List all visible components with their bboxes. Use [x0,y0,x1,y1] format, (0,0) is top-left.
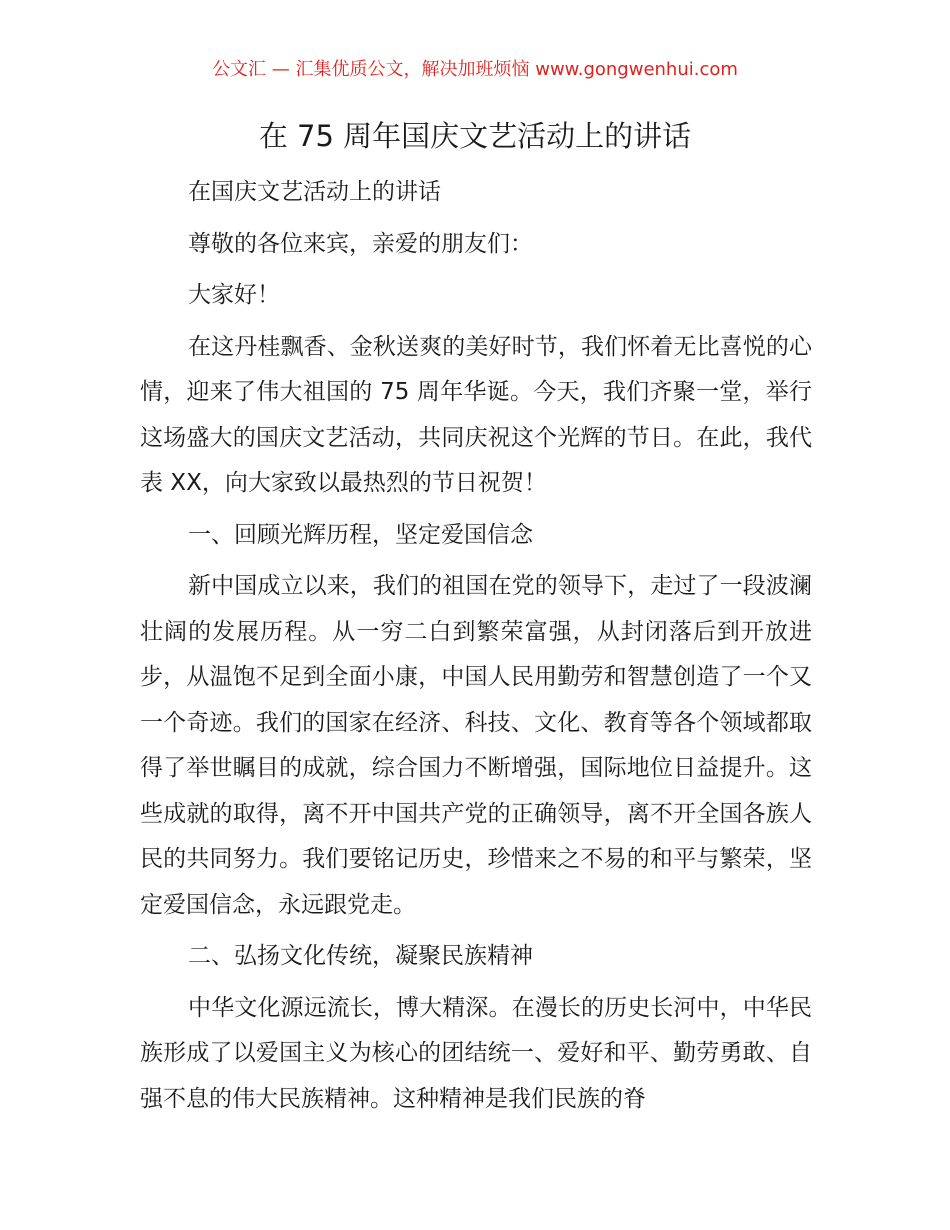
document-title: 在 75 周年国庆文艺活动上的讲话 [258,119,692,153]
site-banner: 公文汇 — 汇集优质公文，解决加班烦恼 www.gongwenhui.com [212,59,738,80]
document-body [140,170,812,1122]
greeting-paragraph: 大家好！ [188,282,280,308]
section-1-paragraph: 新中国成立以来，我们的祖国在党的领导下，走过了一段波澜壮阔的发展历程。从一穷二白到繁荣富强，从封闭落后到开放进步，从温饱不足到全面小康，中国人民用勤劳和智慧创造了一个又一个奇迹。我们的国家在经济、科技、文化、教育等各个领域都取得了举世瞩目的成就，综合国力不断增强，国际地位日益提升。这些成就的取得，离不开中国共产党的正确领导，离不开全国各族人民的共同努力。我们要铭记历史，珍惜来之不易的和平与繁荣，坚定爱国信念，永远跟党走。 [140,573,812,918]
subtitle-paragraph: 在国庆文艺活动上的讲话 [188,179,441,205]
section-heading-1: 一、回顾光辉历程，坚定爱国信念 [188,521,533,548]
opening-paragraph: 在这丹桂飘香、金秋送爽的美好时节，我们怀着无比喜悦的心情，迎来了伟大祖国的 75 周年华诞。今天，我们齐聚一堂，举行这场盛大的国庆文艺活动，共同庆祝这个光辉的节日。在此，我代表 XX，向大家致以最热烈的节日祝贺！ [140,333,812,496]
section-heading-2: 二、弘扬文化传统，凝聚民族精神 [188,943,533,969]
section-2-paragraph: 中华文化源远流长，博大精深。在漫长的历史长河中，中华民族形成了以爱国主义为核心的团结统一、爱好和平、勤劳勇敢、自强不息的伟大民族精神。这种精神是我们民族的脊 [140,994,812,1112]
salutation-paragraph: 尊敬的各位来宾，亲爱的朋友们： [188,230,533,257]
